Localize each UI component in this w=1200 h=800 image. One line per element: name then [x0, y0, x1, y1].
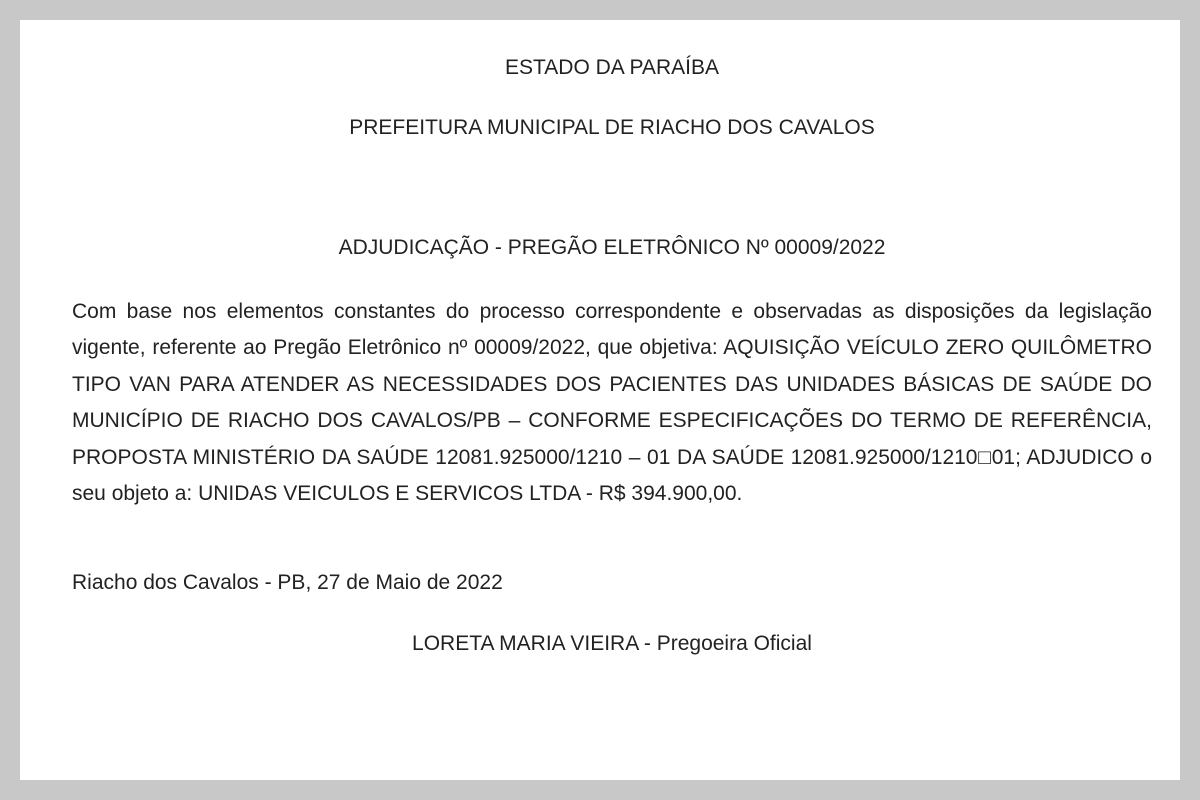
- state-heading: ESTADO DA PARAÍBA: [505, 56, 719, 79]
- signature-line: LORETA MARIA VIEIRA - Pregoeira Oficial: [412, 632, 812, 655]
- notice-title: ADJUDICAÇÃO - PREGÃO ELETRÔNICO Nº 00009/2022: [338, 236, 886, 259]
- place-date: Riacho dos Cavalos - PB, 27 de Maio de 2022: [72, 571, 503, 594]
- notice-body: Com base nos elementos constantes do processo correspondente e observadas as disposições da legislação vigente, referente ao Pregão Eletrônico nº 00009/2022, que objetiva: AQUISIÇÃO VEÍCULO ZERO QUILÔMETRO TIPO VAN PARA ATENDER AS NECESSIDADES DOS PACIENTES DAS UNIDADES BÁSICAS DE SAÚDE DO MUNICÍPIO DE RIACHO DOS CAVALOS/PB – CONFORME ESPECIFICAÇÕES DO TERMO DE REFERÊNCIA, PROPOSTA MINISTÉRIO DA SAÚDE 12081.925000/1210 – 01 DA SAÚDE 12081.925000/1210□01; ADJUDICO o seu objeto a: UNIDAS VEICULOS E SERVICOS LTDA - R$ 394.900,00.: [72, 300, 1152, 506]
- document-page: [20, 20, 1180, 780]
- prefecture-heading: PREFEITURA MUNICIPAL DE RIACHO DOS CAVALOS: [349, 116, 875, 139]
